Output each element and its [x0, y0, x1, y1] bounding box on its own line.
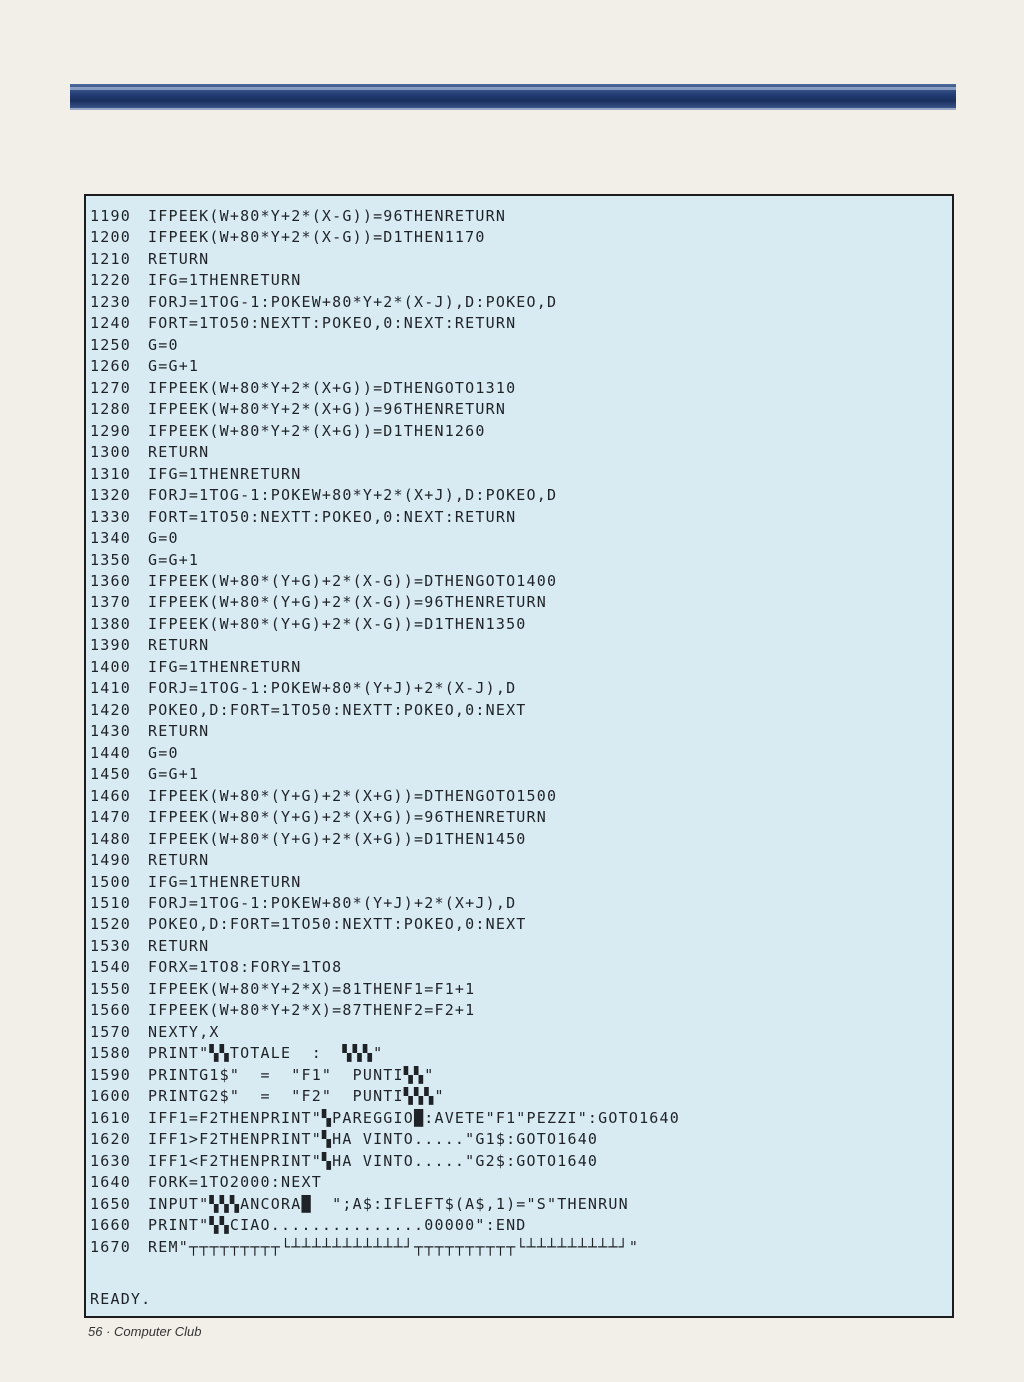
code-text: IFPEEK(W+80*Y+2*(X+G))=96THENRETURN	[148, 400, 507, 419]
code-listing-panel	[84, 194, 954, 1318]
code-text: FORJ=1TOG-1:POKEW+80*Y+2*(X+J),D:POKEO,D	[148, 486, 558, 505]
code-text: IFPEEK(W+80*(Y+G)+2*(X+G))=96THENRETURN	[148, 808, 547, 827]
code-line	[90, 1194, 952, 1215]
code-text: PRINT"▚▚CIAO...............00000":END	[148, 1216, 527, 1235]
line-number: 1590	[90, 1065, 131, 1084]
line-number: 1510	[90, 894, 131, 912]
line-number: 1470	[90, 808, 131, 827]
code-text: IFPEEK(W+80*(Y+G)+2*(X-G))=DTHENGOTO1400	[148, 571, 558, 590]
code-text: IFPEEK(W+80*Y+2*X)=87THENF2=F2+1	[148, 1001, 476, 1020]
code-line	[90, 850, 952, 871]
code-text: G=0	[148, 743, 179, 762]
code-line	[90, 1086, 952, 1107]
code-line	[90, 743, 952, 764]
code-text: FORJ=1TOG-1:POKEW+80*(Y+J)+2*(X-J),D	[148, 679, 517, 698]
code-text: IFPEEK(W+80*(Y+G)+2*(X+G))=D1THEN1450	[148, 829, 527, 848]
line-number: 1310	[90, 464, 131, 483]
code-line	[90, 936, 952, 957]
line-number: 1280	[90, 400, 131, 419]
code-text: IFPEEK(W+80*Y+2*(X+G))=DTHENGOTO1310	[148, 378, 517, 397]
code-text: RETURN	[148, 249, 210, 268]
code-line	[90, 893, 952, 914]
line-number: 1230	[90, 292, 131, 311]
line-number: 1440	[90, 743, 131, 762]
code-line	[90, 442, 952, 463]
code-line	[90, 313, 952, 334]
line-number: 1540	[90, 958, 131, 977]
code-text: IFF1=F2THENPRINT"▚PAREGGIO█:AVETE"F1"PEZZI":GOTO1640	[148, 1108, 680, 1127]
line-number: 1380	[90, 614, 131, 633]
line-number: 1660	[90, 1216, 131, 1235]
code-text: G=G+1	[148, 357, 200, 376]
code-line	[90, 592, 952, 613]
code-text: FORT=1TO50:NEXTT:POKEO,0:NEXT:RETURN	[148, 507, 517, 526]
code-text: G=0	[148, 529, 179, 548]
code-line	[90, 507, 952, 528]
code-text: G=0	[148, 335, 179, 354]
code-line	[90, 1237, 952, 1258]
line-number: 1300	[90, 443, 131, 462]
code-line	[90, 270, 952, 291]
code-text: FORJ=1TOG-1:POKEW+80*(Y+J)+2*(X+J),D	[148, 894, 517, 912]
line-number: 1480	[90, 829, 131, 848]
line-number: 1260	[90, 357, 131, 376]
ready-prompt: READY.	[90, 1290, 152, 1308]
code-line	[90, 700, 952, 721]
code-text: FORX=1TO8:FORY=1TO8	[148, 958, 343, 977]
code-text: IFPEEK(W+80*(Y+G)+2*(X-G))=D1THEN1350	[148, 614, 527, 633]
line-number: 1520	[90, 915, 131, 934]
line-number: 1330	[90, 507, 131, 526]
code-text: IFPEEK(W+80*Y+2*(X-G))=D1THEN1170	[148, 228, 486, 247]
line-number: 1210	[90, 249, 131, 268]
line-number: 1500	[90, 872, 131, 891]
page-footer: 56 · Computer Club	[88, 1324, 202, 1339]
code-line	[90, 528, 952, 549]
code-line	[90, 764, 952, 785]
code-text: IFG=1THENRETURN	[148, 872, 302, 891]
line-number: 1450	[90, 765, 131, 784]
line-number: 1350	[90, 550, 131, 569]
code-line	[90, 550, 952, 571]
code-text: PRINTG1$" = "F1" PUNTI▚▚"	[148, 1065, 435, 1084]
code-text: RETURN	[148, 443, 210, 462]
code-text: IFG=1THENRETURN	[148, 657, 302, 676]
code-line	[90, 957, 952, 978]
code-line	[90, 1151, 952, 1172]
code-text: FORJ=1TOG-1:POKEW+80*Y+2*(X-J),D:POKEO,D	[148, 292, 558, 311]
header-bar-highlight	[70, 87, 956, 90]
header-decorative-bar	[70, 84, 956, 110]
code-line	[90, 807, 952, 828]
code-line	[90, 1043, 952, 1064]
code-line	[90, 635, 952, 656]
code-line	[90, 292, 952, 313]
line-number: 1400	[90, 657, 131, 676]
code-line	[90, 356, 952, 377]
line-number: 1610	[90, 1108, 131, 1127]
code-lines	[90, 206, 952, 1258]
code-text: IFG=1THENRETURN	[148, 271, 302, 290]
line-number: 1190	[90, 207, 131, 225]
code-text: RETURN	[148, 722, 210, 741]
line-number: 1560	[90, 1001, 131, 1020]
line-number: 1360	[90, 571, 131, 590]
code-line	[90, 979, 952, 1000]
code-text: G=G+1	[148, 550, 200, 569]
code-line	[90, 571, 952, 592]
code-line	[90, 335, 952, 356]
line-number: 1620	[90, 1130, 131, 1149]
line-number: 1490	[90, 851, 131, 870]
code-line	[90, 485, 952, 506]
code-text: RETURN	[148, 936, 210, 955]
code-line	[90, 249, 952, 270]
code-line	[90, 464, 952, 485]
code-text: FORT=1TO50:NEXTT:POKEO,0:NEXT:RETURN	[148, 314, 517, 333]
line-number: 1650	[90, 1194, 131, 1213]
code-text: RETURN	[148, 636, 210, 655]
code-line	[90, 421, 952, 442]
line-number: 1250	[90, 335, 131, 354]
code-line	[90, 1129, 952, 1150]
code-line	[90, 786, 952, 807]
code-text: INPUT"▚▚▚ANCORA█ ";A$:IFLEFT$(A$,1)="S"THENRUN	[148, 1194, 629, 1213]
line-number: 1670	[90, 1237, 131, 1256]
code-line	[90, 657, 952, 678]
code-line	[90, 914, 952, 935]
code-line	[90, 1065, 952, 1086]
code-text: IFF1>F2THENPRINT"▚HA VINTO....."G1$:GOTO1640	[148, 1130, 599, 1149]
code-text: G=G+1	[148, 765, 200, 784]
line-number: 1200	[90, 228, 131, 247]
code-text: IFPEEK(W+80*(Y+G)+2*(X+G))=DTHENGOTO1500	[148, 786, 558, 805]
code-text: IFG=1THENRETURN	[148, 464, 302, 483]
code-text: NEXTY,X	[148, 1022, 220, 1041]
line-number: 1460	[90, 786, 131, 805]
code-text: IFPEEK(W+80*(Y+G)+2*(X-G))=96THENRETURN	[148, 593, 547, 612]
code-line	[90, 378, 952, 399]
line-number: 1550	[90, 979, 131, 998]
line-number: 1530	[90, 936, 131, 955]
code-line	[90, 872, 952, 893]
code-text: IFPEEK(W+80*Y+2*(X+G))=D1THEN1260	[148, 421, 486, 440]
line-number: 1240	[90, 314, 131, 333]
code-text: POKEO,D:FORT=1TO50:NEXTT:POKEO,0:NEXT	[148, 915, 527, 934]
line-number: 1270	[90, 378, 131, 397]
line-number: 1320	[90, 486, 131, 505]
code-text: RETURN	[148, 851, 210, 870]
line-number: 1370	[90, 593, 131, 612]
line-number: 1290	[90, 421, 131, 440]
line-number: 1420	[90, 700, 131, 719]
line-number: 1430	[90, 722, 131, 741]
line-number: 1640	[90, 1173, 131, 1192]
code-line	[90, 1172, 952, 1193]
code-line	[90, 227, 952, 248]
code-text: POKEO,D:FORT=1TO50:NEXTT:POKEO,0:NEXT	[148, 700, 527, 719]
code-line	[90, 678, 952, 699]
line-number: 1390	[90, 636, 131, 655]
line-number: 1630	[90, 1151, 131, 1170]
line-number: 1600	[90, 1087, 131, 1106]
code-line	[90, 1022, 952, 1043]
code-text: IFPEEK(W+80*Y+2*X)=81THENF1=F1+1	[148, 979, 476, 998]
code-text: REM"┬┬┬┬┬┬┬┬┬└┴┴┴┴┴┴┴┴┴┴┴┘┬┬┬┬┬┬┬┬┬┬└┴┴┴┴┴┴┴┴┴┘"	[148, 1237, 640, 1256]
code-line	[90, 829, 952, 850]
code-text: IFF1<F2THENPRINT"▚HA VINTO....."G2$:GOTO1640	[148, 1151, 599, 1170]
code-text: PRINTG2$" = "F2" PUNTI▚▚▚"	[148, 1087, 445, 1106]
line-number: 1410	[90, 679, 131, 698]
code-line	[90, 721, 952, 742]
code-text: FORK=1TO2000:NEXT	[148, 1173, 322, 1192]
code-line	[90, 1108, 952, 1129]
code-text: IFPEEK(W+80*Y+2*(X-G))=96THENRETURN	[148, 207, 507, 225]
code-line	[90, 399, 952, 420]
code-line	[90, 1215, 952, 1236]
code-line	[90, 614, 952, 635]
code-line	[90, 1000, 952, 1021]
line-number: 1570	[90, 1022, 131, 1041]
line-number: 1340	[90, 529, 131, 548]
code-text: PRINT"▚▚TOTALE : ▚▚▚"	[148, 1044, 384, 1063]
line-number: 1580	[90, 1044, 131, 1063]
line-number: 1220	[90, 271, 131, 290]
code-line	[90, 206, 952, 227]
